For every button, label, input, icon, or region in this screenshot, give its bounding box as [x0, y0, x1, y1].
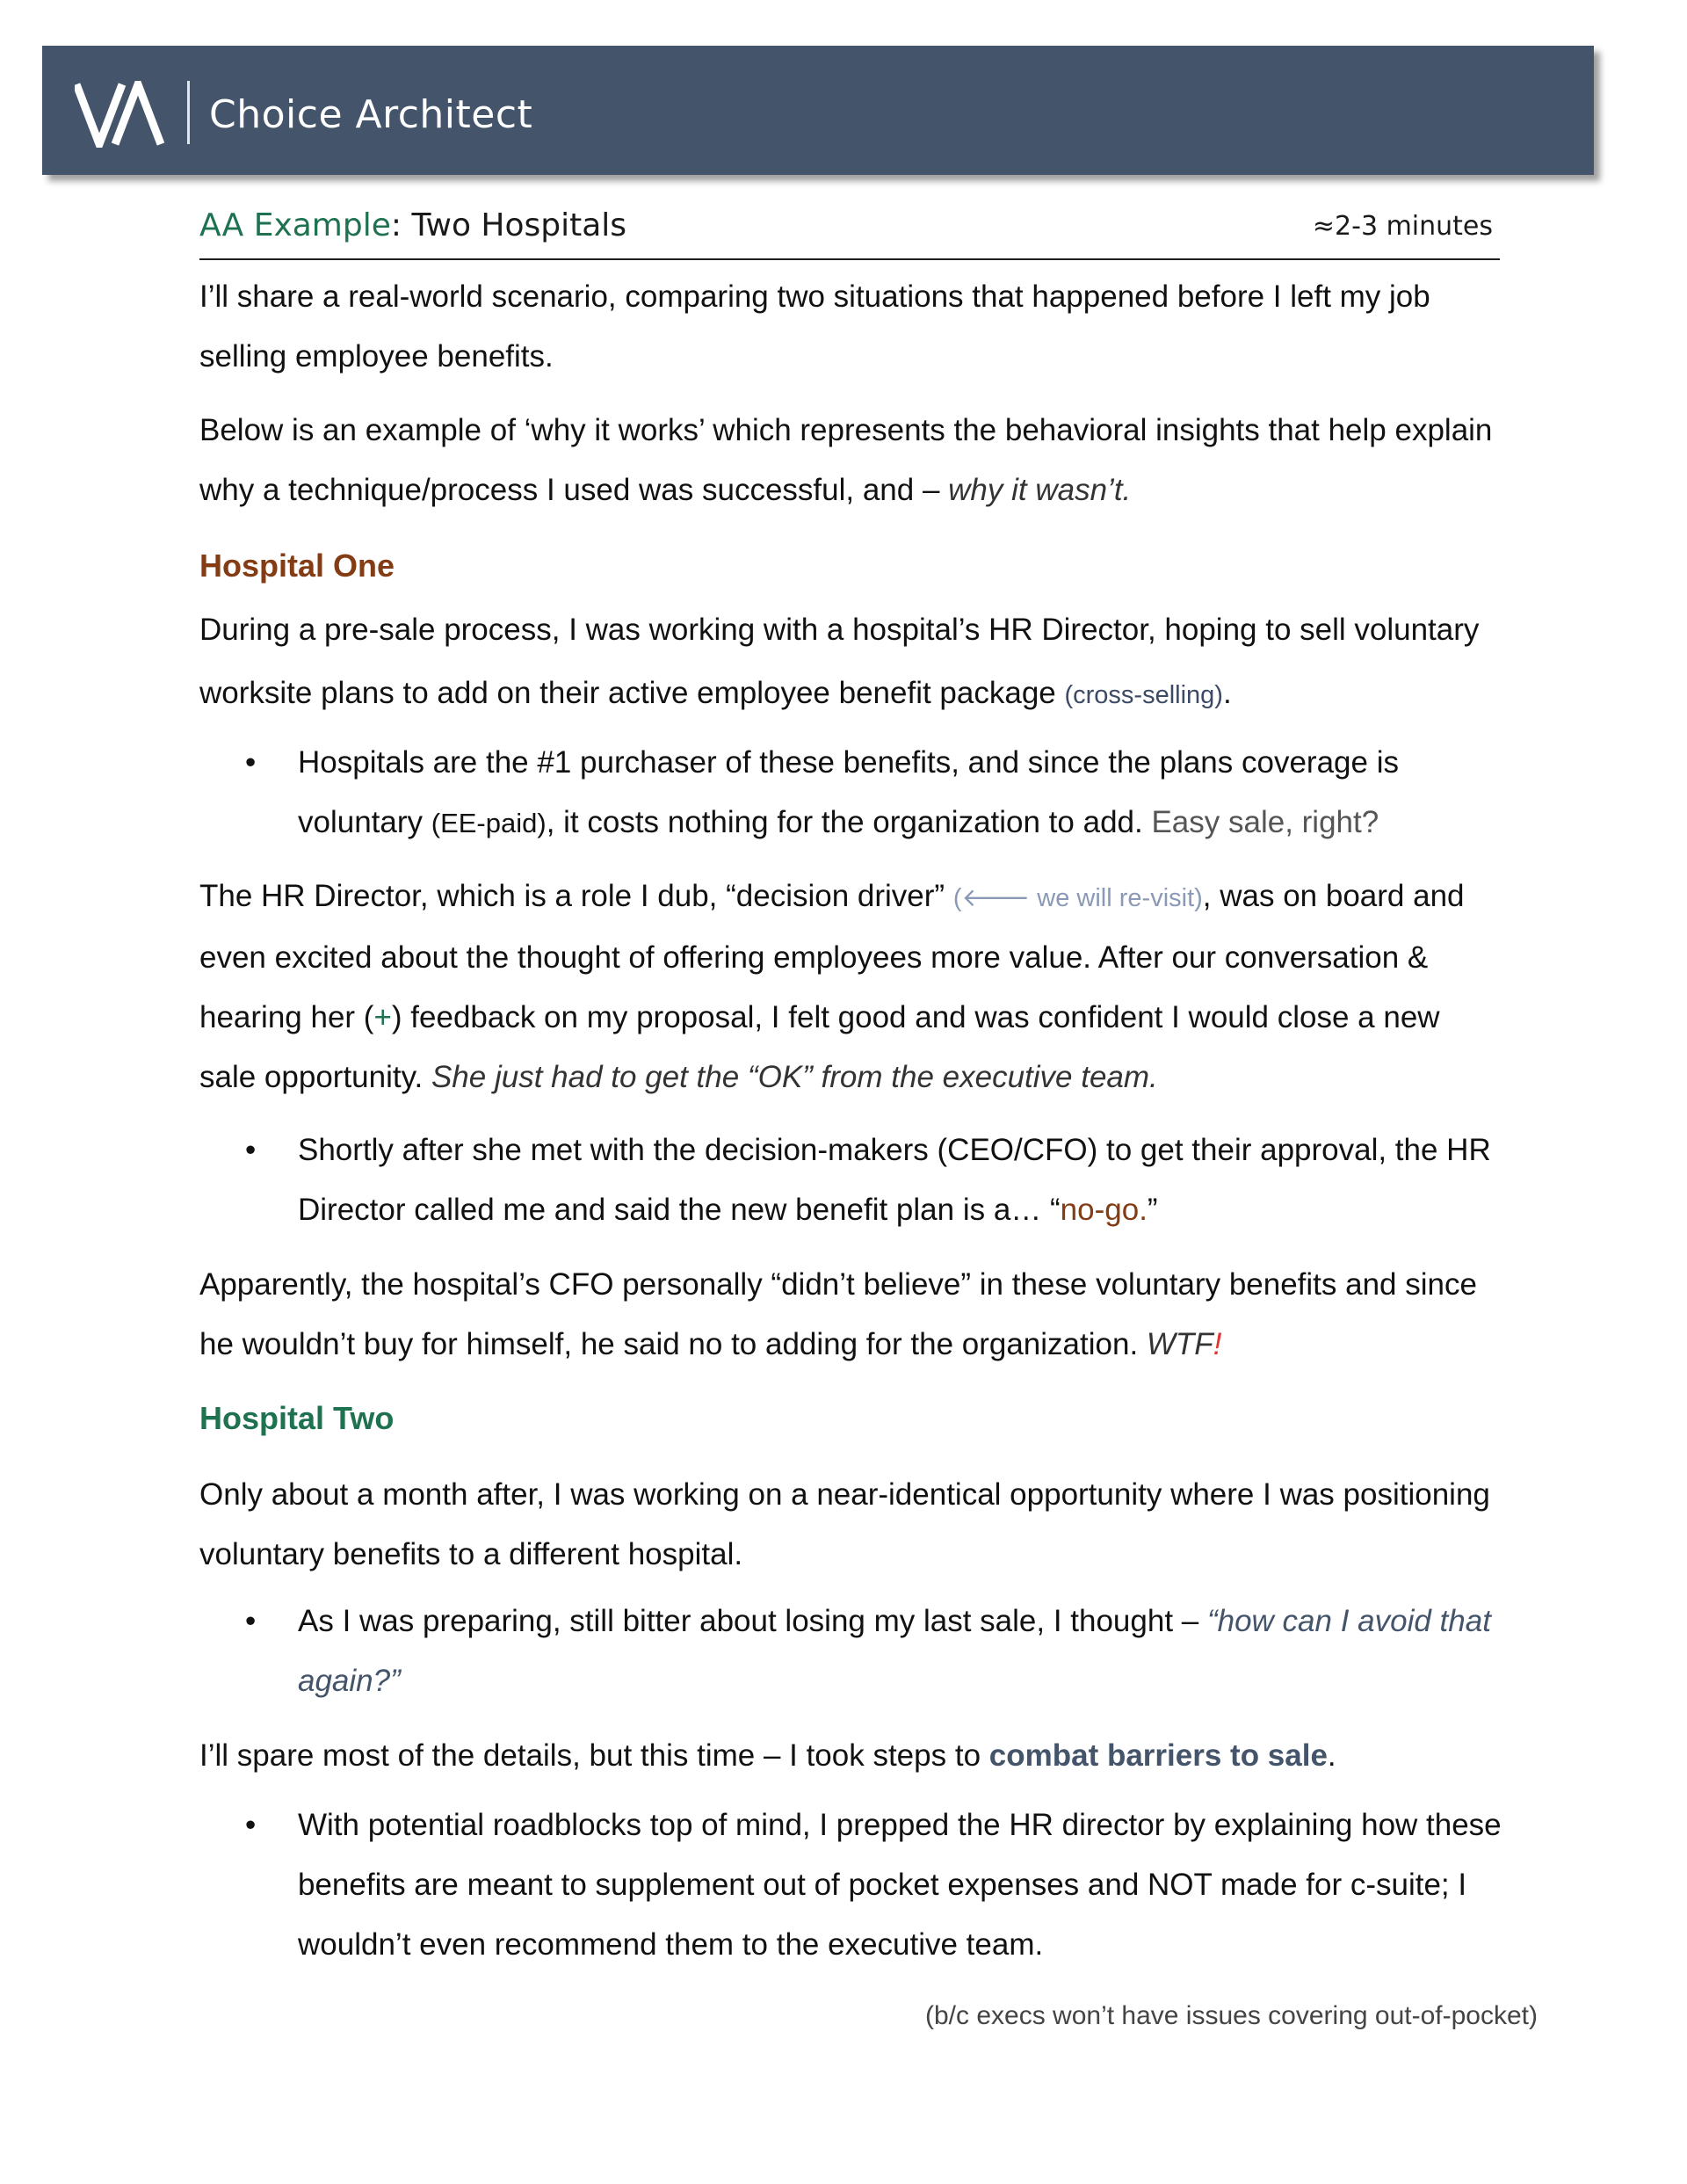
header-banner	[42, 46, 1594, 175]
section-title-suffix: : Two Hospitals	[390, 207, 627, 243]
h1-p3-lead: Apparently, the hospital’s CFO personally “didn’t believe” in these voluntary benefits and since he wouldn’t buy for himself, he said no to adding for the organization.	[199, 1267, 1477, 1361]
section-header	[199, 204, 1500, 260]
h1-p2-note: (🡐 we will re-visit)	[952, 884, 1203, 912]
h1-p1-end: .	[1222, 676, 1232, 710]
intro-paragraph-2	[199, 401, 1500, 520]
hospital-one-paragraph-1	[199, 599, 1500, 727]
h1-p2-plus: +	[373, 1000, 392, 1034]
hospital-one-bullet-2	[298, 1121, 1502, 1240]
hospital-one-paragraph-2	[199, 867, 1500, 1107]
h1-b2-lead: Shortly after she met with the decision-makers (CEO/CFO) to get their approval, the HR Director called me and said the new benefit plan is a… “	[298, 1133, 1491, 1227]
h1-b2-nogo: no-go.	[1060, 1193, 1148, 1227]
intro-p2-italic: why it wasn’t.	[948, 473, 1132, 507]
h2-p2-lead: I’ll spare most of the details, but this time – I took steps to	[199, 1738, 989, 1773]
h1-b1-lead: Hospitals are the #1 purchaser of these benefits, and since the plans coverage is voluntary	[298, 745, 1399, 839]
header-divider	[187, 81, 190, 144]
duration-label: ≈2-3 minutes	[1312, 211, 1493, 242]
hospital-one-bullet-1	[298, 733, 1502, 853]
h2-b1-quote: “how can I avoid that again?”	[298, 1604, 1491, 1698]
h1-p2-italic: She just had to get the “OK” from the executive team.	[431, 1060, 1158, 1094]
h1-p3-bang: !	[1213, 1327, 1222, 1361]
intro-paragraph-1: I’ll share a real-world scenario, comparing two situations that happened before I left my job selling employee benefits.	[199, 279, 1430, 374]
section-title-prefix: AA Example	[199, 207, 391, 243]
h1-p3-wtf: WTF	[1146, 1327, 1213, 1361]
h1-b1-mid: , it costs nothing for the organization to add.	[546, 805, 1152, 839]
section-title	[199, 207, 626, 243]
intro-p2-lead: Below is an example of ‘why it works’ which represents the behavioral insights that help explain why a technique/process I used was successful, and –	[199, 413, 1493, 507]
bullet-dot: •	[245, 1808, 257, 1842]
bullet-dot: •	[245, 1604, 257, 1638]
footnote: (b/c execs won’t have issues covering out-of-pocket)	[925, 2001, 1538, 2030]
hospital-two-heading: Hospital Two	[199, 1400, 395, 1436]
h2-b1-lead: As I was preparing, still bitter about losing my last sale, I thought –	[298, 1604, 1207, 1638]
hospital-two-paragraph-1: Only about a month after, I was working on a near-identical opportunity where I was positioning voluntary benefits to a different hospital.	[199, 1477, 1490, 1571]
h1-p1-lead: During a pre-sale process, I was working with a hospital’s HR Director, hoping to sell voluntary worksite plans to add on their active employee benefit package	[199, 613, 1480, 710]
h1-b2-end: ”	[1147, 1193, 1158, 1227]
bullet-dot: •	[245, 745, 257, 780]
h1-p2-after: ) feedback on my proposal, I felt good and was confident I would close a new sale opportunity.	[199, 1000, 1440, 1094]
bullet-dot: •	[245, 1133, 257, 1167]
hospital-two-bullet-2: With potential roadblocks top of mind, I prepped the HR director by explaining how these benefits are meant to supplement out of pocket expenses and NOT made for c-suite; I wouldn’t even recommend them to the executive team.	[298, 1808, 1502, 1962]
h1-p2-mid: , was on board and even excited about the thought of offering employees more value. After our conversation & hearing her (	[199, 879, 1465, 1034]
h1-p1-note: (cross-selling)	[1064, 681, 1223, 709]
h2-p2-bold: combat barriers to sale	[988, 1738, 1328, 1773]
hospital-two-bullet-1	[298, 1592, 1502, 1711]
brand-name: Choice Architect	[209, 92, 533, 137]
hospital-one-heading: Hospital One	[199, 548, 395, 584]
h1-b1-tail: Easy sale, right?	[1151, 805, 1379, 839]
hospital-one-paragraph-3	[199, 1255, 1500, 1375]
va-logo-icon	[75, 81, 170, 148]
h1-b1-note: (EE-paid)	[431, 808, 547, 838]
hospital-two-paragraph-2	[199, 1726, 1500, 1786]
h2-p2-end: .	[1327, 1738, 1336, 1773]
h1-p2-lead: The HR Director, which is a role I dub, “decision driver”	[199, 879, 953, 913]
